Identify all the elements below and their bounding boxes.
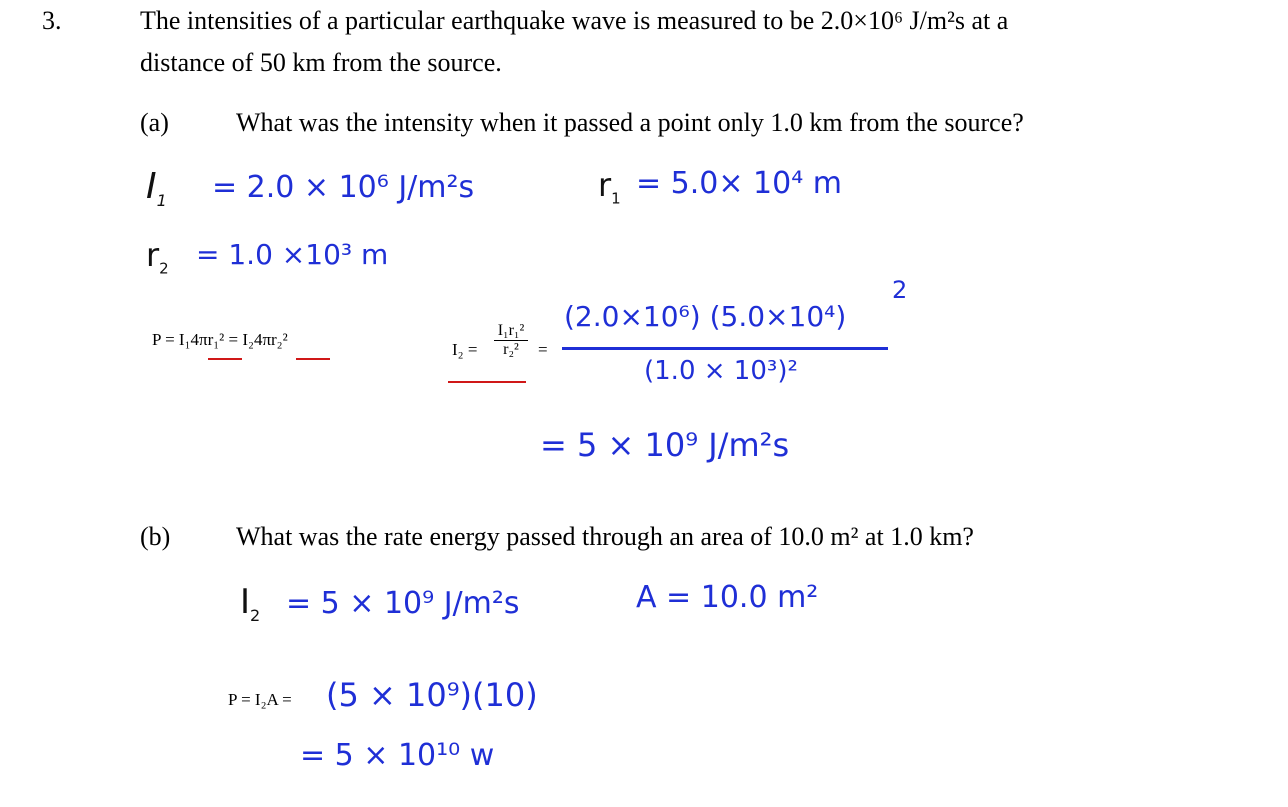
question-text-line-1: The intensities of a particular earthquake wave is measured to be 2.0×10⁶ J/m²s at a [140,6,1009,35]
formula-power-area: P = I₂A = [228,690,292,709]
given-i1-value: = 2.0 × 10⁶ J/m²s [212,170,475,205]
formula-power: P = I₁4πr₁² = I₂4πr₂² [152,330,288,349]
given-area: A = 10.0 m² [636,580,819,615]
underline-r1 [208,358,242,360]
part-a-result: = 5 × 10⁹ J/m²s [540,426,790,464]
given-i2-label: $I_2$ [240,582,261,625]
part-b-label: (b) [140,522,171,551]
formula-equals: = [538,340,548,359]
given-r2-label: $r_2$ [146,236,169,278]
underline-r2 [296,358,330,360]
question-number: 3. [42,6,62,35]
part-a-question: What was the intensity when it passed a point only 1.0 km from the source? [236,108,1024,137]
formula-i2-lhs: I₂ = [452,340,478,359]
part-a-label: (a) [140,108,169,137]
formula-i2-numerator: I₁r₁² [497,322,525,339]
substitution-exponent: 2 [892,276,908,304]
part-b-substitution: (5 × 10⁹)(10) [326,676,538,714]
substitution-numerator: (2.0×10⁶) (5.0×10⁴) [564,300,847,333]
formula-i2-denominator: r₂² [503,341,519,358]
question-text-line-2: distance of 50 km from the source. [140,48,502,77]
given-r2-value: = 1.0 ×10³ m [196,238,389,271]
part-b-result: = 5 × 10¹⁰ w [300,738,495,773]
given-r1-label: $r_1$ [598,166,621,208]
formula-i2-fraction [494,322,528,359]
given-r1-value: = 5.0× 10⁴ m [636,166,843,201]
underline-i2 [448,381,526,383]
part-b-question: What was the rate energy passed through an area of 10.0 m² at 1.0 km? [236,522,974,551]
given-i1-label: $I_1$ [146,166,167,211]
substitution-fraction-line [562,347,888,350]
substitution-denominator: (1.0 × 10³)² [644,356,798,386]
given-i2-value: = 5 × 10⁹ J/m²s [286,586,520,621]
